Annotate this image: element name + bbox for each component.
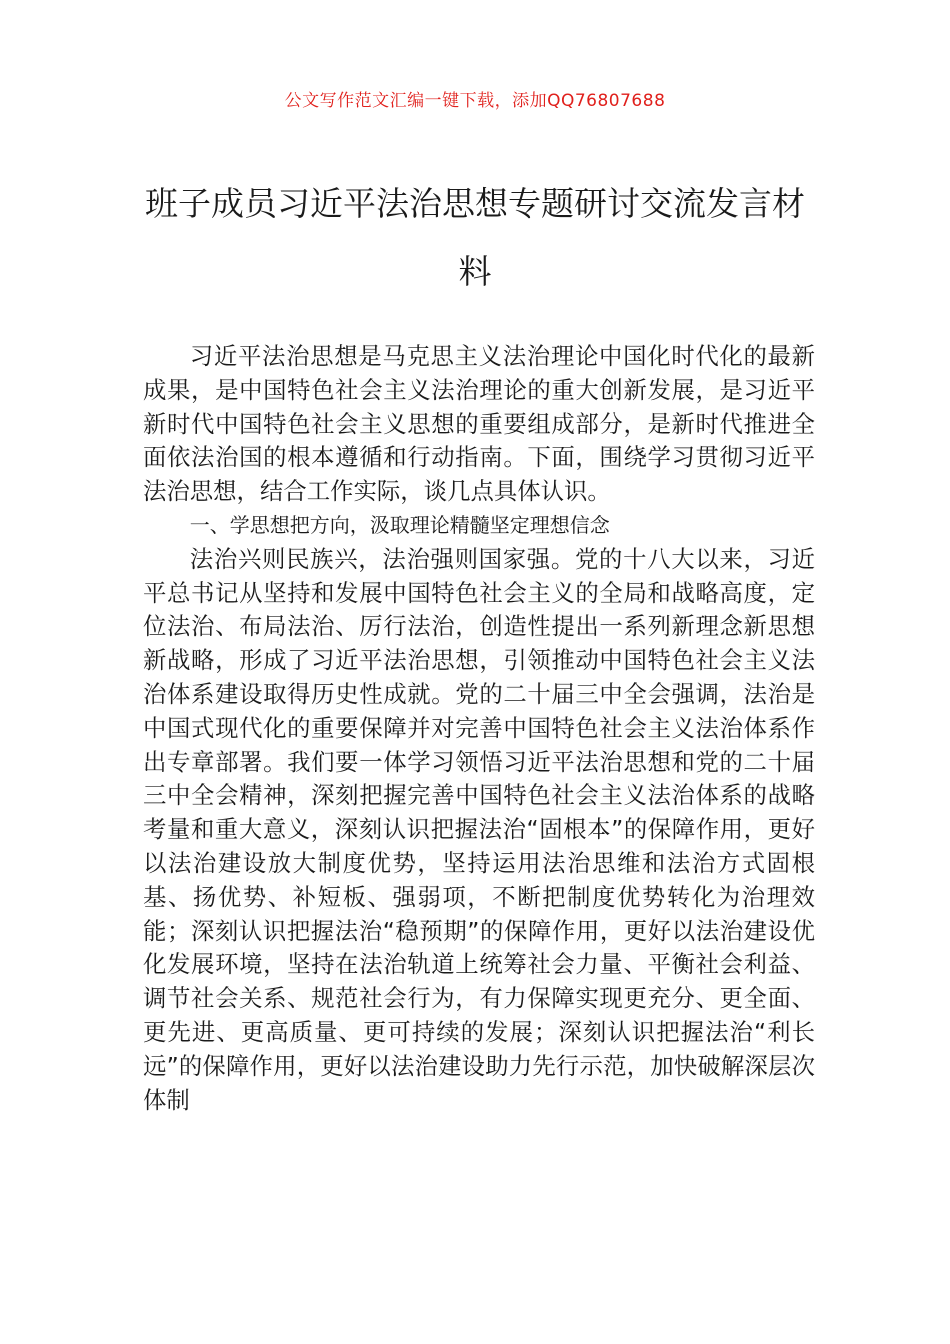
- download-banner: 公文写作范文汇编一键下载，添加QQ76807688: [284, 91, 666, 111]
- document-body: [143, 340, 815, 1117]
- intro-paragraph: 习近平法治思想是马克思主义法治理论中国化时代化的最新成果，是中国特色社会主义法治理论的重大创新发展，是习近平新时代中国特色社会主义思想的重要组成部分，是新时代推进全面依法治国的根本遵循和行动指南。下面，围绕学习贯彻习近平法治思想，结合工作实际，谈几点具体认识。: [143, 342, 815, 506]
- document-title: 班子成员习近平法治思想专题研讨交流发言材料: [145, 184, 805, 291]
- section-paragraph: 法治兴则民族兴，法治强则国家强。党的十八大以来，习近平总书记从坚持和发展中国特色社会主义的全局和战略高度，定位法治、布局法治、厉行法治，创造性提出一系列新理念新思想新战略，形成了习近平法治思想，引领推动中国特色社会主义法治体系建设取得历史性成就。党的二十届三中全会强调，法治是中国式现代化的重要保障并对完善中国特色社会主义法治体系作出专章部署。我们要一体学习领悟习近平法治思想和党的二十届三中全会精神，深刻把握完善中国特色社会主义法治体系的战略考量和重大意义，深刻认识把握法治“固根本”的保障作用，更好以法治建设放大制度优势，坚持运用法治思维和法治方式固根基、扬优势、补短板、强弱项，不断把制度优势转化为治理效能；深刻认识把握法治“稳预期”的保障作用，更好以法治建设优化发展环境，坚持在法治轨道上统筹社会力量、平衡社会利益、调节社会关系、规范社会行为，有力保障实现更充分、更全面、更先进、更高质量、更可持续的发展；深刻认识把握法治“利长远”的保障作用，更好以法治建设助力先行示范，加快破解深层次体制: [143, 544, 815, 1114]
- section-heading: 一、学思想把方向，汲取理论精髓坚定理想信念: [189, 512, 610, 537]
